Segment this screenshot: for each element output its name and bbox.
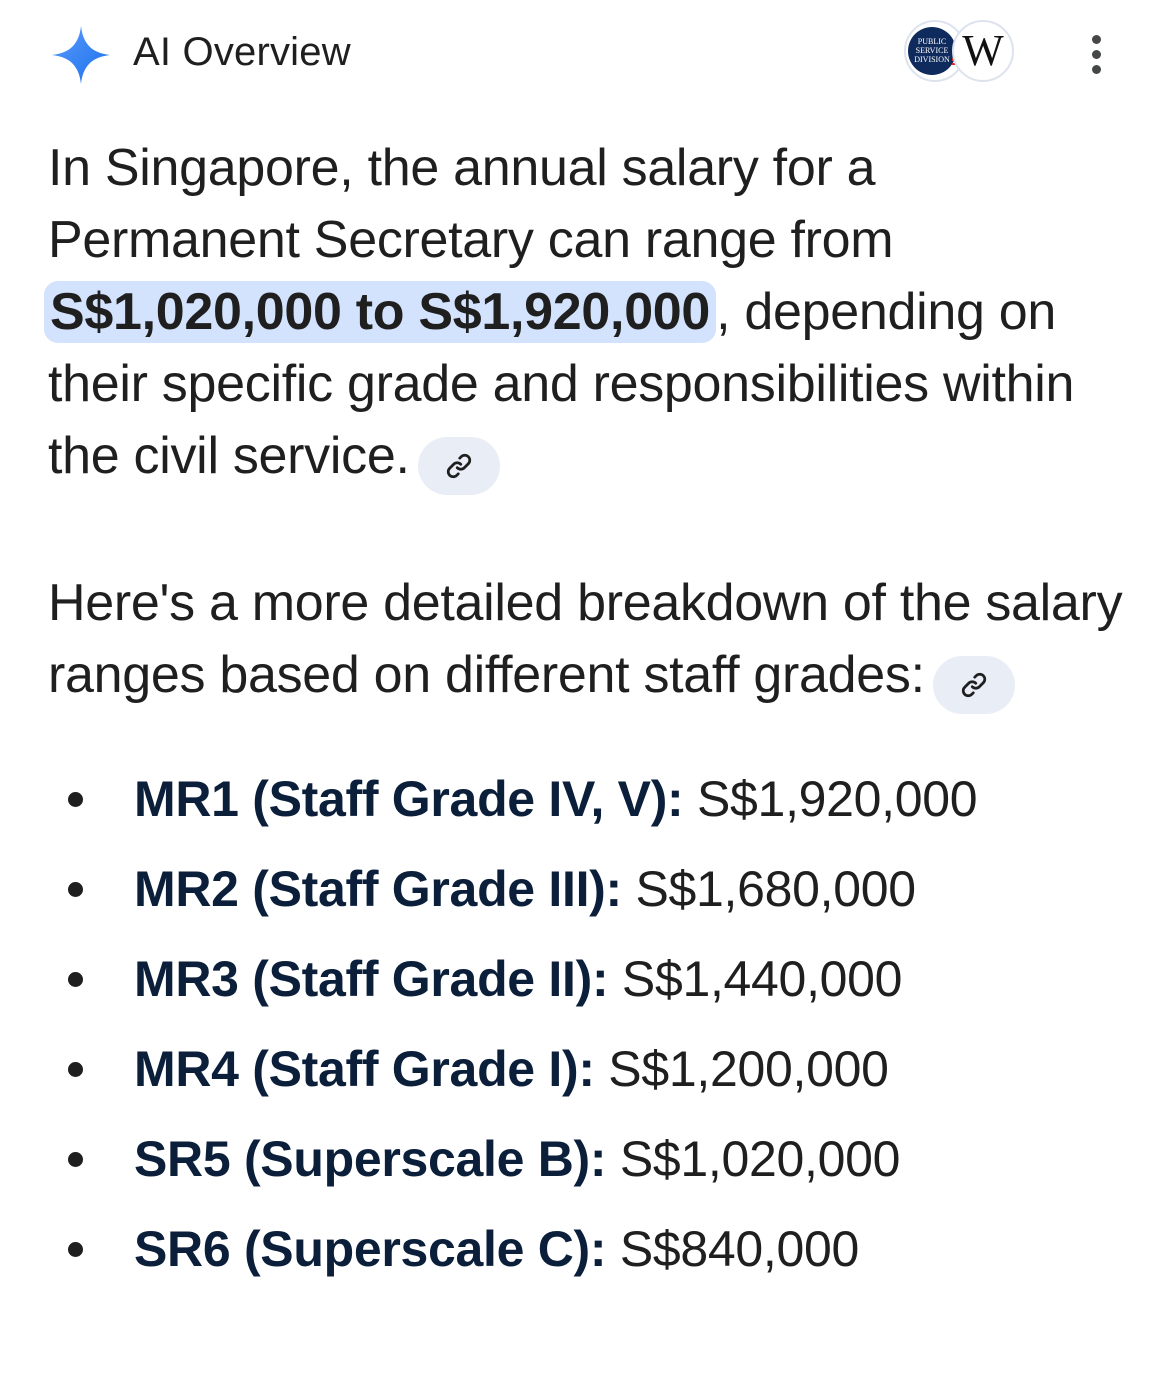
- list-item: [48, 754, 1138, 844]
- psd-line-2: SERVICE: [915, 46, 949, 55]
- bullet: [68, 1152, 83, 1167]
- source-icons[interactable]: [904, 20, 1016, 86]
- grade-label: MR2 (Staff Grade III):: [134, 861, 622, 917]
- grade-value: S$840,000: [606, 1221, 860, 1277]
- psd-line-1: PUBLIC: [917, 37, 947, 46]
- source-link-chip[interactable]: [933, 656, 1015, 714]
- more-vertical-icon-dot: [1092, 50, 1101, 59]
- intro-text-after: , depending on their specific grade and responsibilities within the civil service.: [48, 283, 1075, 485]
- intro-paragraph: [48, 132, 1138, 495]
- intro-text-before: In Singapore, the annual salary for a Permanent Secretary can range from: [48, 139, 894, 269]
- salary-grade-list: [48, 754, 1138, 1294]
- breakdown-paragraph: [48, 567, 1138, 714]
- ai-overview-title: AI Overview: [133, 30, 351, 74]
- wikipedia-letter: W: [962, 26, 1004, 75]
- source-link-chip[interactable]: [418, 437, 500, 495]
- grade-label: SR5 (Superscale B):: [134, 1131, 607, 1187]
- breakdown-text: Here's a more detailed breakdown of the salary ranges based on different staff grades:: [48, 574, 1123, 704]
- psd-line-3: DIVISION: [914, 55, 950, 64]
- list-item: [48, 844, 1138, 934]
- grade-value: S$1,020,000: [606, 1131, 901, 1187]
- bullet: [68, 882, 83, 897]
- link-icon: [959, 670, 989, 700]
- grade-label: SR6 (Superscale C):: [134, 1221, 607, 1277]
- grade-label: MR1 (Staff Grade IV, V):: [134, 771, 684, 827]
- link-icon: [444, 451, 474, 481]
- gemini-spark-icon: [50, 24, 112, 86]
- grade-label: MR3 (Staff Grade II):: [134, 951, 609, 1007]
- grade-value: S$1,920,000: [683, 771, 978, 827]
- bullet: [68, 1242, 83, 1257]
- wikipedia-icon[interactable]: [952, 20, 1014, 82]
- ai-overview-header: [0, 0, 1170, 110]
- more-options-button[interactable]: [1072, 26, 1120, 82]
- ai-overview-content: [48, 132, 1138, 1294]
- list-item: [48, 934, 1138, 1024]
- more-vertical-icon-dot: [1092, 65, 1101, 74]
- grade-label: MR4 (Staff Grade I):: [134, 1041, 595, 1097]
- bullet: [68, 1062, 83, 1077]
- list-item: [48, 1024, 1138, 1114]
- more-vertical-icon-dot: [1092, 35, 1101, 44]
- grade-value: S$1,680,000: [621, 861, 916, 917]
- bullet: [68, 792, 83, 807]
- bullet: [68, 972, 83, 987]
- grade-value: S$1,440,000: [608, 951, 903, 1007]
- list-item: [48, 1114, 1138, 1204]
- grade-value: S$1,200,000: [594, 1041, 889, 1097]
- list-item: [48, 1204, 1138, 1294]
- salary-range-highlight: S$1,020,000 to S$1,920,000: [44, 281, 716, 343]
